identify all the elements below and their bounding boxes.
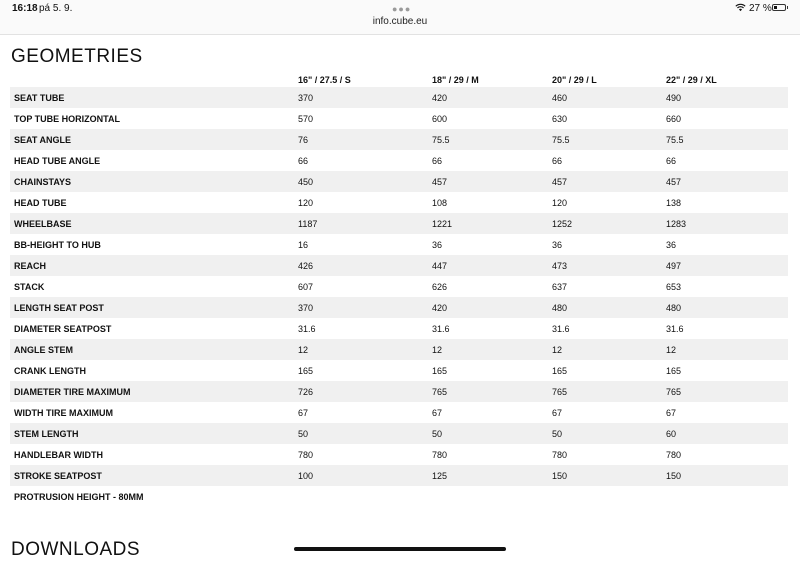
table-cell: 165 — [432, 366, 448, 376]
geometry-table — [10, 73, 788, 507]
row-label: SEAT TUBE — [14, 93, 65, 103]
battery-percent: 27 % — [749, 3, 772, 14]
row-label: CHAINSTAYS — [14, 177, 72, 187]
table-cell: 120 — [298, 198, 314, 208]
table-cell: 50 — [298, 429, 309, 439]
table-cell: 1187 — [298, 219, 318, 229]
table-cell: 150 — [552, 471, 568, 481]
table-cell: 138 — [666, 198, 682, 208]
table-cell: 75.5 — [552, 135, 570, 145]
table-cell: 480 — [552, 303, 568, 313]
table-cell: 1252 — [552, 219, 573, 229]
row-label: STACK — [14, 282, 45, 292]
table-cell: 60 — [666, 429, 677, 439]
downloads-heading: DOWNLOADS — [11, 539, 141, 560]
table-cell: 31.6 — [298, 324, 316, 334]
table-cell: 447 — [432, 261, 448, 271]
table-row — [10, 234, 788, 255]
table-row — [10, 402, 788, 423]
size-header: 16" / 27.5 / S — [298, 75, 351, 85]
table-cell: 637 — [552, 282, 568, 292]
url-bar[interactable]: info.cube.eu — [372, 16, 428, 27]
table-cell: 12 — [666, 345, 677, 355]
browser-status-bar — [0, 0, 800, 35]
table-row — [10, 318, 788, 339]
table-cell: 457 — [666, 177, 682, 187]
row-label: HANDLEBAR WIDTH — [14, 450, 103, 460]
row-label: REACH — [14, 261, 47, 271]
table-cell: 12 — [432, 345, 443, 355]
table-cell: 50 — [432, 429, 443, 439]
size-header: 18" / 29 / M — [432, 75, 479, 85]
table-cell: 607 — [298, 282, 314, 292]
table-row — [10, 276, 788, 297]
table-cell: 660 — [666, 114, 682, 124]
table-cell: 765 — [552, 387, 568, 397]
table-cell: 497 — [666, 261, 682, 271]
table-cell: 420 — [432, 93, 448, 103]
row-label: DIAMETER SEATPOST — [14, 324, 112, 334]
table-cell: 75.5 — [666, 135, 684, 145]
table-cell: 66 — [432, 156, 443, 166]
table-row — [10, 150, 788, 171]
size-header: 22" / 29 / XL — [666, 75, 717, 85]
table-cell: 66 — [552, 156, 563, 166]
table-cell: 125 — [432, 471, 448, 481]
table-row — [10, 87, 788, 108]
table-cell: 780 — [666, 450, 682, 460]
table-cell: 76 — [298, 135, 309, 145]
table-cell: 165 — [552, 366, 568, 376]
table-cell: 12 — [298, 345, 309, 355]
table-cell: 630 — [552, 114, 568, 124]
row-label: WHEELBASE — [14, 219, 72, 229]
table-row — [10, 297, 788, 318]
table-row — [10, 129, 788, 150]
table-cell: 16 — [298, 240, 309, 250]
table-row — [10, 381, 788, 402]
more-dots-icon[interactable]: ●●● — [392, 4, 412, 14]
row-label: ANGLE STEM — [14, 345, 74, 355]
table-cell: 36 — [432, 240, 443, 250]
row-label: DIAMETER TIRE MAXIMUM — [14, 387, 131, 397]
table-row — [10, 171, 788, 192]
table-cell: 120 — [552, 198, 568, 208]
table-cell: 1221 — [432, 219, 453, 229]
geometries-heading: GEOMETRIES — [11, 46, 143, 67]
table-cell: 460 — [552, 93, 568, 103]
battery-icon — [772, 4, 786, 11]
table-row — [10, 108, 788, 129]
table-cell: 67 — [666, 408, 677, 418]
table-cell: 600 — [432, 114, 448, 124]
table-cell: 66 — [666, 156, 677, 166]
table-cell: 780 — [552, 450, 568, 460]
row-label: PROTRUSION HEIGHT - 80MM — [14, 492, 144, 502]
table-cell: 100 — [298, 471, 314, 481]
table-row — [10, 444, 788, 465]
table-cell: 1283 — [666, 219, 687, 229]
table-row — [10, 465, 788, 486]
table-cell: 67 — [298, 408, 309, 418]
table-cell: 370 — [298, 93, 314, 103]
table-cell: 165 — [298, 366, 314, 376]
table-cell: 75.5 — [432, 135, 450, 145]
row-label: LENGTH SEAT POST — [14, 303, 104, 313]
table-cell: 66 — [298, 156, 309, 166]
table-row — [10, 486, 788, 507]
row-label: BB-HEIGHT TO HUB — [14, 240, 101, 250]
table-cell: 653 — [666, 282, 682, 292]
table-cell: 12 — [552, 345, 563, 355]
row-label: HEAD TUBE — [14, 198, 67, 208]
table-cell: 150 — [666, 471, 682, 481]
status-time: 16:18 — [12, 3, 38, 14]
table-cell: 457 — [432, 177, 448, 187]
table-cell: 50 — [552, 429, 563, 439]
table-row — [10, 192, 788, 213]
table-cell: 426 — [298, 261, 314, 271]
row-label: WIDTH TIRE MAXIMUM — [14, 408, 113, 418]
table-row — [10, 213, 788, 234]
table-cell: 626 — [432, 282, 448, 292]
table-cell: 370 — [298, 303, 314, 313]
table-cell: 420 — [432, 303, 448, 313]
table-cell: 480 — [666, 303, 682, 313]
row-label: HEAD TUBE ANGLE — [14, 156, 101, 166]
table-cell: 36 — [552, 240, 563, 250]
table-cell: 490 — [666, 93, 682, 103]
row-label: CRANK LENGTH — [14, 366, 86, 376]
table-row — [10, 339, 788, 360]
table-row — [10, 423, 788, 444]
table-cell: 457 — [552, 177, 568, 187]
geometry-rows — [10, 87, 788, 507]
table-cell: 473 — [552, 261, 568, 271]
row-label: SEAT ANGLE — [14, 135, 72, 145]
table-cell: 450 — [298, 177, 314, 187]
table-cell: 726 — [298, 387, 314, 397]
table-cell: 108 — [432, 198, 448, 208]
table-cell: 67 — [552, 408, 563, 418]
wifi-icon — [735, 3, 746, 12]
table-cell: 780 — [298, 450, 314, 460]
status-date: pá 5. 9. — [39, 3, 73, 14]
table-cell: 31.6 — [432, 324, 450, 334]
table-cell: 31.6 — [666, 324, 684, 334]
table-cell: 31.6 — [552, 324, 570, 334]
row-label: STROKE SEATPOST — [14, 471, 102, 481]
row-label: STEM LENGTH — [14, 429, 79, 439]
table-cell: 570 — [298, 114, 314, 124]
size-header: 20" / 29 / L — [552, 75, 597, 85]
table-cell: 67 — [432, 408, 443, 418]
size-header-row — [10, 73, 788, 87]
home-indicator[interactable] — [294, 547, 506, 551]
table-cell: 765 — [432, 387, 448, 397]
table-cell: 765 — [666, 387, 682, 397]
table-row — [10, 360, 788, 381]
row-label: TOP TUBE HORIZONTAL — [14, 114, 121, 124]
table-cell: 780 — [432, 450, 448, 460]
table-row — [10, 255, 788, 276]
table-cell: 165 — [666, 366, 682, 376]
table-cell: 36 — [666, 240, 677, 250]
